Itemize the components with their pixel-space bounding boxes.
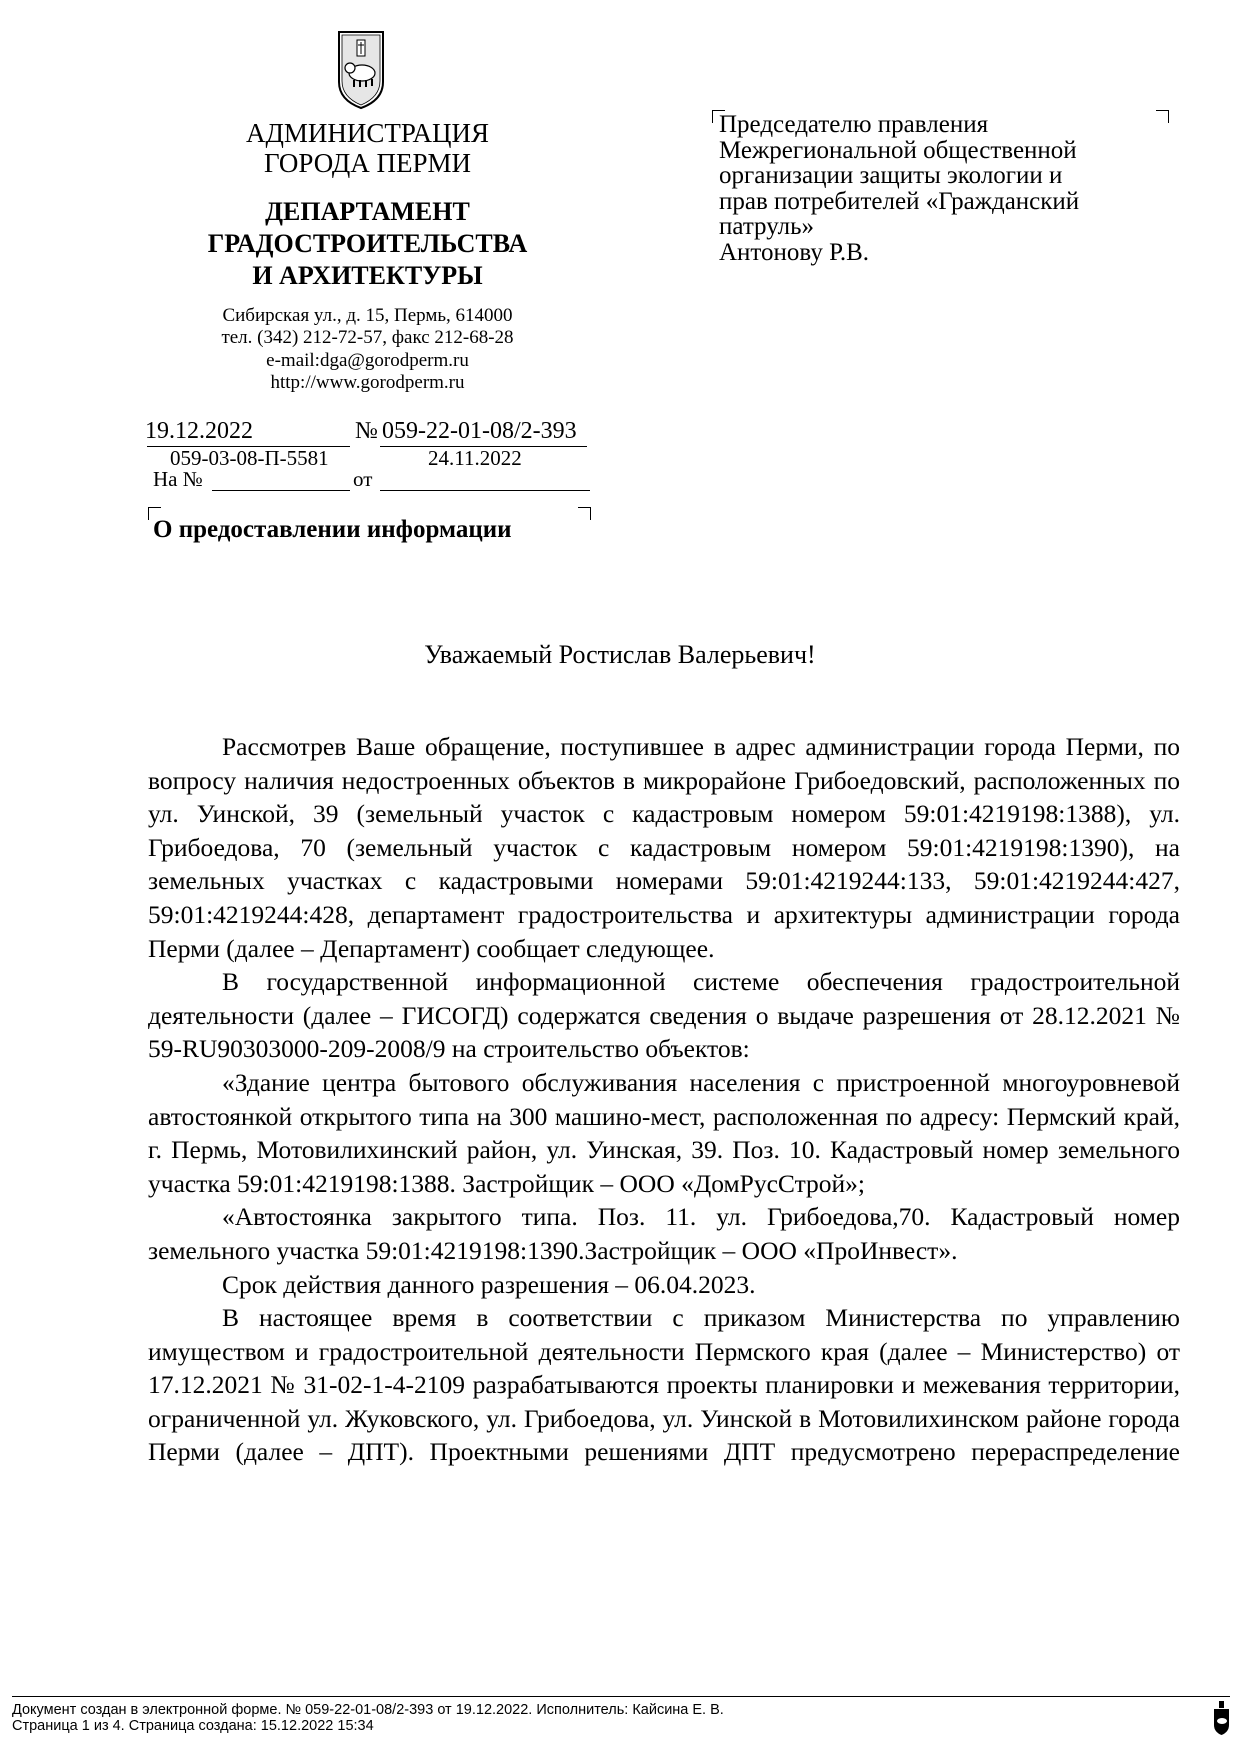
letter-subject: О предоставлении информации (153, 516, 512, 543)
addressee-line-6: Антонову Р.В. (719, 238, 870, 266)
body-paragraph: Рассмотрев Ваше обращение, поступившее в адрес администрации города Перми, по вопросу наличия недостроенных объектов в микрорайоне Грибоедовский, расположенных по ул. Уинской, 39 (земельный участок с кадастровым номером 59:01:4219198:1388), ул. Грибоедова, 70 (земельный участок с кадастровым номером 59:01:4219198:1390), на земельных участках с кадастровыми номерами 59:01:4219244:133, 59:01:4219244:427, 59:01:4219244:428, департамент градостроительства и архитектуры администрации города Перми (далее – Департамент) сообщает следующее. (148, 732, 1180, 963)
addressee-block (719, 112, 1159, 265)
perm-coat-of-arms-icon (336, 30, 386, 110)
org-line-1: АДМИНИСТРАЦИЯ (246, 118, 489, 148)
reference-label: На № (153, 467, 203, 491)
department-name (165, 196, 570, 293)
reference-date: 24.11.2022 (428, 446, 522, 470)
email: e-mail:dga@gorodperm.ru (266, 349, 469, 371)
dept-line-3: И АРХИТЕКТУРЫ (252, 261, 483, 291)
addressee-line-4: прав потребителей «Гражданский (719, 187, 1080, 215)
body-paragraph: В настоящее время в соответствии с приказом Министерства по управлению имуществом и градостроительной деятельности Пермского края (далее – Министерство) от 17.12.2021 № 31-02-1-4-2109 разрабатываются проекты планировки и межевания территории, ограниченной ул. Жуковского, ул. Грибоедова, ул. Уинской в Мотовилихинском районе города Перми (далее – ДПТ). Проектными решениями ДПТ предусмотрено перераспределение (148, 1303, 1180, 1467)
footer-rule (12, 1696, 1230, 1697)
footer-line-1: Документ создан в электронной форме. № 059-22-01-08/2-393 от 19.12.2022. Исполнитель: Кайсина Е. В. (12, 1702, 724, 1718)
footer-line-2: Страница 1 из 4. Страница создана: 15.12.2022 15:34 (12, 1718, 374, 1734)
addressee-line-2: Межрегиональной общественной (719, 136, 1077, 164)
dept-line-1: ДЕПАРТАМЕНТ (265, 197, 470, 226)
letter-body (148, 730, 1180, 1469)
footer (12, 1702, 724, 1734)
body-paragraph: «Здание центра бытового обслуживания населения с пристроенной многоуровневой автостоянкой открытого типа на 300 машино-мест, расположенная по адресу: Пермский край, г. Пермь, Мотовилихинский район, ул. Уинская, 39. Поз. 10. Кадастровый номер земельного участка 59:01:4219198:1388. Застройщик – ООО «ДомРусСтрой»; (148, 1067, 1180, 1198)
perm-crest-small-icon (1213, 1701, 1230, 1735)
registration-number-label: № (355, 418, 378, 444)
salutation: Уважаемый Ростислав Валерьевич! (424, 640, 816, 669)
address: Сибирская ул., д. 15, Пермь, 614000 (222, 305, 513, 326)
org-line-2: ГОРОДА ПЕРМИ (263, 148, 472, 179)
reference-date-underline (380, 490, 590, 491)
addressee-line-1: Председателю правления (719, 111, 989, 138)
registration-date: 19.12.2022 (145, 418, 253, 444)
contact-block (165, 305, 570, 395)
reference-number: 059-03-08-П-5581 (170, 446, 329, 470)
body-paragraph: «Автостоянка закрытого типа. Поз. 11. ул. Грибоедова,70. Кадастровый номер земельного участка 59:01:4219198:1390.Застройщик – ООО «ПроИнвест». (148, 1202, 1180, 1265)
registration-number: 059-22-01-08/2-393 (382, 418, 577, 444)
phone: тел. (342) 212-72-57, факс 212-68-28 (221, 327, 514, 349)
addressee-line-3: организации защиты экологии и (719, 162, 1063, 189)
body-paragraph: Срок действия данного разрешения – 06.04.2023. (222, 1269, 756, 1299)
subject-corner-right (578, 507, 591, 520)
body-paragraph: В государственной информационной системе обеспечения градостроительной деятельности (далее – ГИСОГД) содержатся сведения о выдаче разрешения от 28.12.2021 № 59-RU90303000-209-2008/9 на строительство объектов: (148, 967, 1180, 1064)
addressee-line-5: патруль» (719, 213, 815, 240)
reference-number-underline (212, 490, 350, 491)
reference-from-label: от (353, 467, 373, 491)
website: http://www.gorodperm.ru (270, 372, 465, 394)
organization-name (165, 118, 570, 178)
dept-line-2: ГРАДОСТРОИТЕЛЬСТВА (207, 229, 528, 259)
